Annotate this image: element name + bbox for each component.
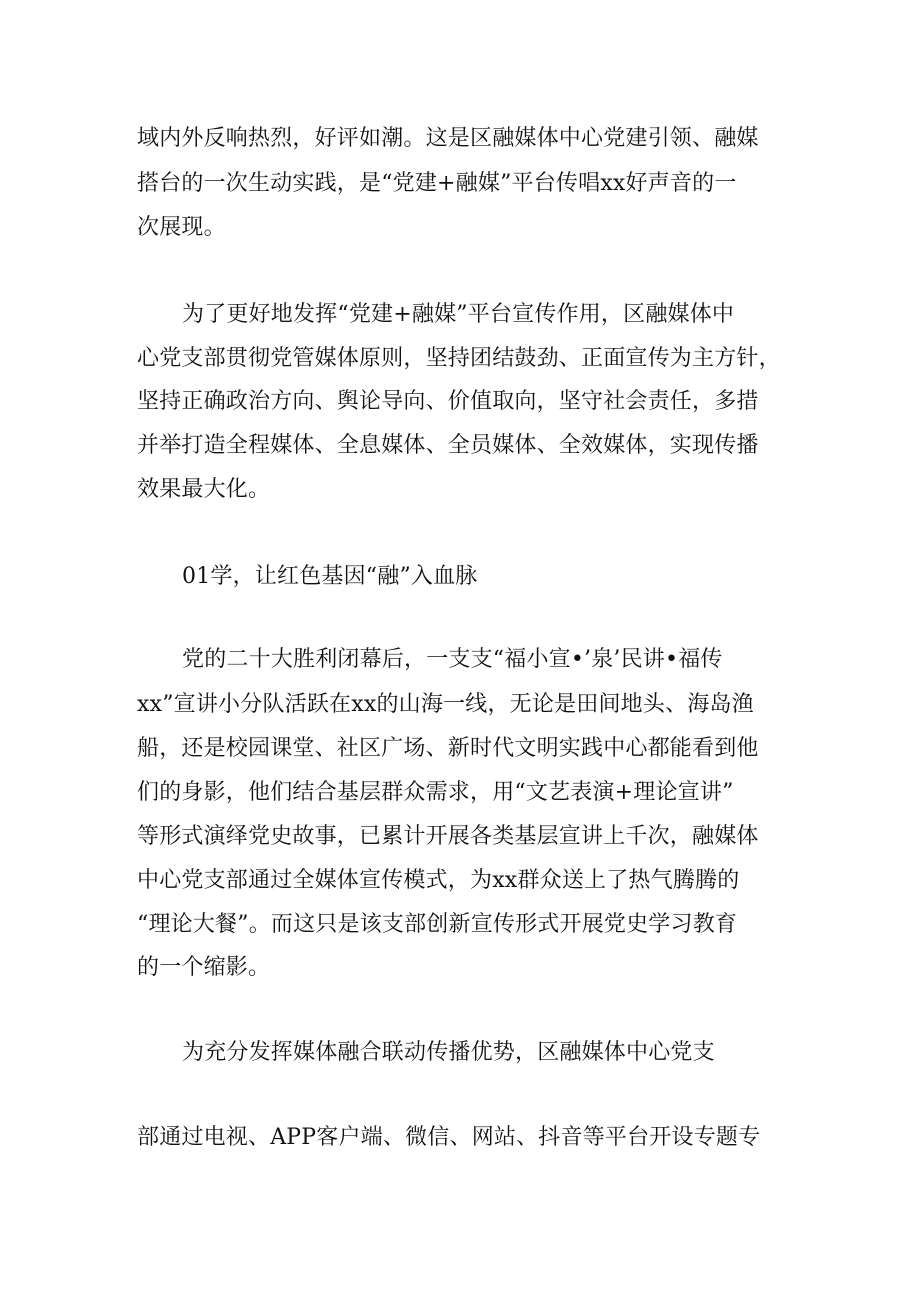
- paragraph-3-line-2: xx”宣讲小分队活跃在xx的山海一线，无论是田间地头、海岛渔: [137, 692, 754, 717]
- paragraph-3-line-3: 船，还是校园课堂、社区广场、新时代文明实践中心都能看到他: [137, 736, 759, 761]
- paragraph-4-line-1: 为充分发挥媒体融合联动传播优势，区融媒体中心党支: [182, 1040, 715, 1065]
- paragraph-3-line-1: 党的二十大胜利闭幕后，一支支“福小宣•’泉’民讲•福传: [182, 647, 723, 672]
- paragraph-2-line-1: 为了更好地发挥“党建+融媒”平台宣传作用，区融媒体中: [182, 302, 735, 327]
- paragraph-2-line-2: 心党支部贯彻党管媒体原则，坚持团结鼓劲、正面宣传为主方针，: [137, 346, 781, 371]
- paragraph-3-line-8: 的一个缩影。: [137, 955, 271, 980]
- paragraph-1-line-2: 搭台的一次生动实践，是“党建+融媒”平台传唱xx好声音的一: [137, 171, 737, 196]
- paragraph-2-line-4: 并举打造全程媒体、全息媒体、全员媒体、全效媒体，实现传播: [137, 433, 759, 458]
- paragraph-5-line-1: 部通过电视、APP客户端、微信、网站、抖音等平台开设专题专: [137, 1125, 761, 1150]
- paragraph-2-line-5: 效果最大化。: [137, 477, 271, 502]
- paragraph-3-line-5: 等形式演绎党史故事，已累计开展各类基层宣讲上千次，融媒体: [137, 824, 759, 849]
- paragraph-3-line-6: 中心党支部通过全媒体宣传模式，为xx群众送上了热气腾腾的: [137, 868, 740, 893]
- paragraph-3-line-4: 们的身影，他们结合基层群众需求，用“文艺表演+理论宣讲”: [137, 780, 734, 805]
- section-heading: 01学，让红色基因“融”入血脉: [182, 564, 478, 589]
- paragraph-1-line-3: 次展现。: [137, 215, 226, 240]
- paragraph-3-line-7: “理论大餐”。而这只是该支部创新宣传形式开展党史学习教育: [137, 912, 738, 937]
- paragraph-1-line-1: 域内外反响热烈，好评如潮。这是区融媒体中心党建引领、融媒: [137, 126, 759, 151]
- paragraph-2-line-3: 坚持正确政治方向、舆论导向、价值取向，坚守社会责任，多措: [137, 389, 759, 414]
